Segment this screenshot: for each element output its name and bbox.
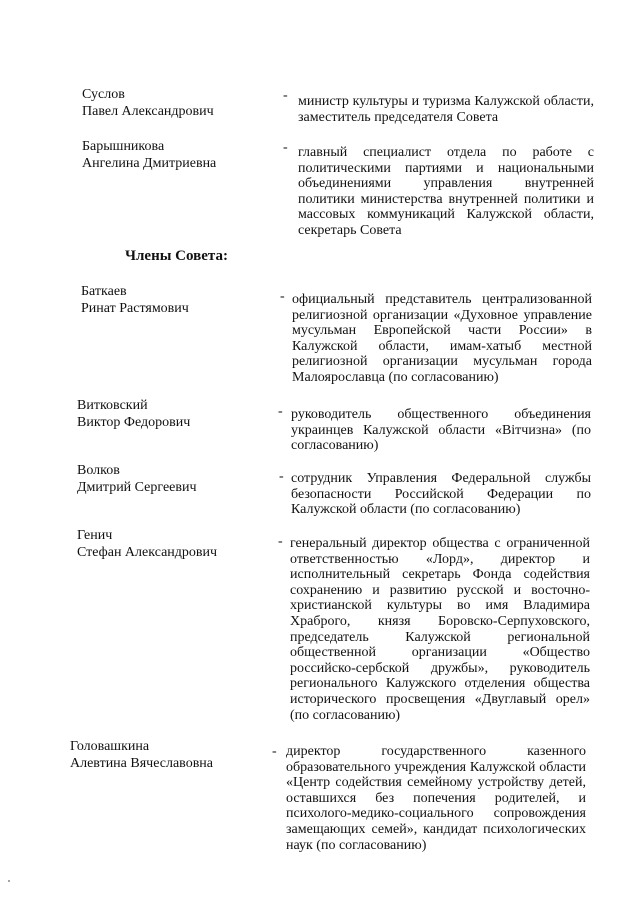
- member-surname: Витковский: [77, 398, 148, 413]
- member-name: [70, 738, 260, 772]
- member-surname: Генич: [77, 528, 113, 543]
- members-heading: Члены Совета:: [125, 248, 228, 264]
- member-name: [81, 283, 271, 317]
- member-role: генеральный директор общества с ограниченной ответственностью «Лорд», директор и исполнительный секретарь Фонда содействия сохранению и развитию русской и восточно-христианской культуры во имя Владимира Храброго, князя Боровско-Серпуховского, председатель Калужской региональной общественной организации «Общество российско-сербской дружбы», руководитель регионального Калужского отделения общества исторического просвещения «Двуглавый орел» (по согласованию): [290, 536, 590, 723]
- dash-separator: -: [279, 469, 284, 484]
- member-name: [77, 397, 267, 431]
- member-name: [82, 138, 272, 172]
- member-role: директор государственного казенного образовательного учреждения Калужской области «Центр содействия семейному устройству детей, оставшихся без попечения родителей, и психолого-медико-социального сопровождения замещающих семей», кандидат психологических наук (по согласованию): [286, 744, 586, 853]
- member-role: сотрудник Управления Федеральной службы безопасности Российской Федерации по Калужской области (по согласованию): [291, 471, 591, 518]
- dash-separator: -: [283, 88, 288, 103]
- member-role: главный специалист отдела по работе с политическими партиями и национальными объединениями управления внутренней политики министерства внутренней политики и массовых коммуникаций Калужской области, секретарь Совета: [298, 145, 594, 238]
- member-surname: Баткаев: [81, 284, 127, 299]
- member-given-name: Павел Александрович: [82, 104, 214, 119]
- dash-separator: -: [278, 404, 283, 419]
- member-name: [77, 527, 267, 561]
- member-surname: Волков: [77, 463, 120, 478]
- member-role: министр культуры и туризма Калужской области, заместитель председателя Совета: [298, 94, 594, 125]
- member-role: официальный представитель централизованной религиозной организации «Духовное управление мусульман Европейской части России» в Калужской области, имам-хатыб местной религиозной организации мусульман города Малоярославца (по согласованию): [292, 292, 592, 385]
- member-name: [77, 462, 267, 496]
- dash-separator: -: [283, 140, 288, 155]
- member-given-name: Ринат Растямович: [81, 301, 189, 316]
- member-surname: Суслов: [82, 87, 125, 102]
- dash-separator: -: [280, 289, 285, 304]
- member-role: руководитель общественного объединения украинцев Калужской области «Вітчизна» (по согласованию): [291, 407, 591, 454]
- dash-separator: -: [272, 744, 277, 759]
- dash-separator: -: [278, 534, 283, 549]
- member-name: [82, 86, 272, 120]
- member-surname: Барышникова: [82, 139, 165, 154]
- scan-speck: [8, 880, 10, 882]
- member-given-name: Дмитрий Сергеевич: [77, 480, 197, 495]
- member-given-name: Ангелина Дмитриевна: [82, 156, 217, 171]
- member-surname: Головашкина: [70, 739, 150, 754]
- member-given-name: Стефан Александрович: [77, 545, 218, 560]
- member-given-name: Виктор Федорович: [77, 415, 191, 430]
- member-given-name: Алевтина Вячеславовна: [70, 756, 214, 771]
